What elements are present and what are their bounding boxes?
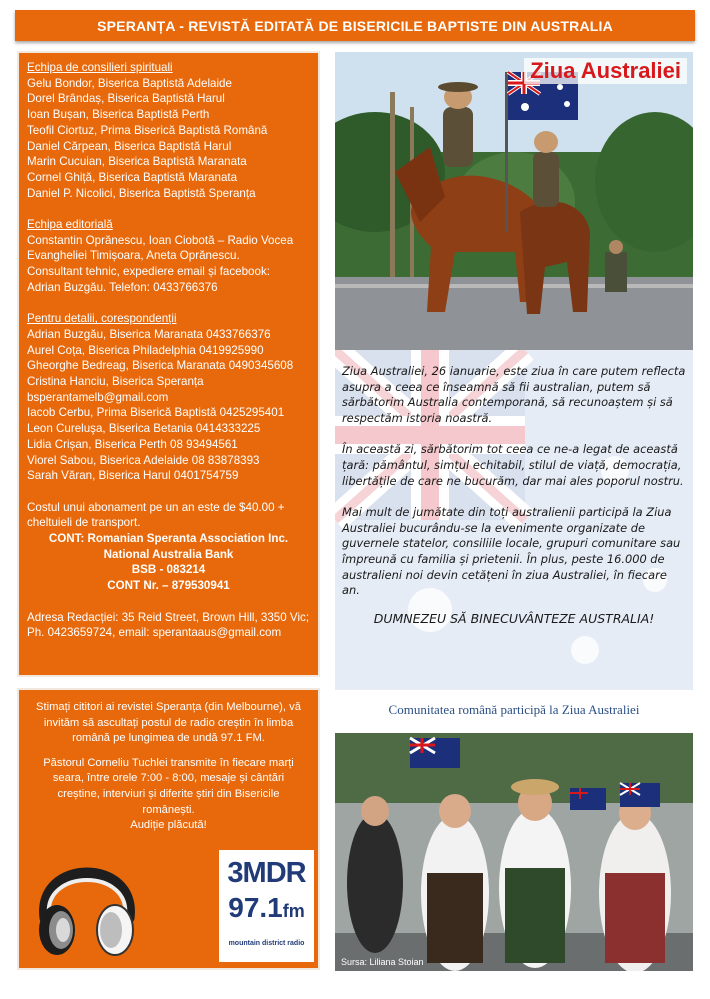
story-paragraph: Mai mult de jumătate din toți australienii participă la Ziua Australiei bucurându-se la evenimente organizate de guvernele statelor, consiliile locale, grupuri comunitare sau împreună cu familia și prietenii. În plus, peste 16.000 de australieni noi devin cetățeni în ziua Australiei, în fiecare an. xyxy=(342,505,681,598)
page-header xyxy=(15,10,695,41)
counselors-title: Echipa de consilieri spirituali xyxy=(27,61,173,74)
horse-riders-illustration xyxy=(335,52,693,350)
editorial-title: Echipa editorială xyxy=(27,218,113,232)
radio-logo-unit: fm xyxy=(282,901,305,921)
counselor-item: Gelu Bondor, Biserica Baptistă Adelaide xyxy=(27,76,232,90)
bank-line: National Australia Bank xyxy=(103,547,234,561)
bank-line: CONT: Romanian Speranta Association Inc. xyxy=(48,532,289,546)
address-line: Adresa Redacției: 35 Reid Street, Brown Hill, 3350 Vic; xyxy=(27,610,310,624)
contact-email[interactable]: bsperantamelb@gmail.com xyxy=(27,390,169,404)
headphones-icon xyxy=(27,828,147,963)
counselor-item: Cornel Ghiță, Biserica Baptistă Maranata xyxy=(27,170,238,184)
editorial-line: Evangheliei Timișoara, Aneta Oprănescu. xyxy=(27,249,240,263)
story-paragraph: Ziua Australiei, 26 ianuarie, este ziua în care putem reflecta asupra a ceea ce înseamnă să fii australian, putem să sărbătorim Australia contemporană, să recunoaștem și să respectăm istoria noastră. xyxy=(342,364,686,425)
contacts-section xyxy=(27,311,310,484)
bank-line: BSB - 083214 xyxy=(131,563,206,577)
counselor-item: Marin Cucuian, Biserica Baptistă Maranata xyxy=(27,155,247,169)
radio-invite-text: Stimați cititori ai revistei Speranța (din Melbourne), vă invităm să ascultați postul de radio creștin în limba română pe lungimea de undă 97.1 FM. xyxy=(36,701,301,745)
counselor-item: Teofil Ciortuz, Prima Biserică Baptistă Română xyxy=(27,123,268,137)
contact-line: Viorel Sabou, Biserica Adelaide 08 83878393 xyxy=(27,453,260,467)
contact-line: Lidia Crișan, Biserica Perth 08 93494561 xyxy=(27,437,238,451)
radio-schedule-text: Păstorul Corneliu Tuchlei transmite în fiecare marți seara, între orele 7:00 - 8:00, mesaje și cântări creștine, interviuri și diferite știri din Bisericile românești. xyxy=(43,756,294,816)
subscription-section xyxy=(27,500,310,594)
photo-credit: Sursa: Liliana Stoian xyxy=(341,957,424,967)
counselor-item: Daniel Cărpean, Biserica Baptistă Harul xyxy=(27,139,232,153)
radio-logo xyxy=(219,850,314,962)
contact-line: Gheorghe Bedreag, Biserica Maranata 0490345608 xyxy=(27,359,294,373)
contact-line: Sarah Văran, Biserica Harul 0401754759 xyxy=(27,469,239,483)
address-section xyxy=(27,610,310,641)
community-photo-caption: Comunitatea română participă la Ziua Australiei xyxy=(388,702,640,717)
counselor-item: Daniel P. Nicolici, Biserica Baptistă Speranța xyxy=(27,186,256,200)
page-title: SPERANȚA - REVISTĂ EDITATĂ DE BISERICILE BAPTISTE DIN AUSTRALIA xyxy=(97,17,613,34)
contacts-title: Pentru detalii, corespondenții xyxy=(27,312,177,326)
photo-title: Ziua Australiei xyxy=(524,58,687,84)
community-parade-photo xyxy=(335,733,693,971)
story-paragraph: În această zi, sărbătorim tot ceea ce ne-a legat de această țară: pământul, simțul echitabil, stilul de viață, democrația, libertățile de care ne bucurăm, dar mai ales poporul nostru. xyxy=(342,442,684,488)
radio-logo-subtitle: mountain district radio xyxy=(228,940,305,947)
contact-line: Iacob Cerbu, Prima Biserică Baptistă 0425295401 xyxy=(27,406,285,420)
editorial-section xyxy=(27,217,310,296)
counselors-section xyxy=(27,60,310,201)
address-line: Ph. 0423659724, email: sperantaaus@gmail.com xyxy=(27,626,282,640)
parade-illustration xyxy=(335,733,693,971)
subscription-text: Costul unui abonament pe un an este de $40.00 + xyxy=(27,500,285,514)
contact-line: Aurel Coța, Biserica Philadelphia 0419925990 xyxy=(27,343,264,357)
story-closing: DUMNEZEU SĂ BINECUVÂNTEZE AUSTRALIA! xyxy=(373,610,655,626)
radio-box xyxy=(17,688,320,970)
radio-logo-call: 3MDR xyxy=(227,857,306,889)
editorial-line: Adrian Buzgău. Telefon: 0433766376 xyxy=(27,280,218,294)
subscription-text: cheltuieli de transport. xyxy=(27,516,141,530)
story-panel xyxy=(335,350,693,690)
contact-line: Adrian Buzgău, Biserica Maranata 0433766376 xyxy=(27,327,271,341)
masthead-info-box xyxy=(17,51,320,677)
editorial-line: Constantin Oprănescu, Ioan Ciobotă – Radio Vocea xyxy=(27,233,294,247)
radio-logo-frequency: 97.1 xyxy=(228,892,283,923)
contact-line: Cristina Hanciu, Biserica Speranța xyxy=(27,375,204,389)
bank-line: CONT Nr. – 879530941 xyxy=(107,579,230,593)
story-text xyxy=(342,364,686,642)
counselor-item: Dorel Brândaș, Biserica Baptistă Harul xyxy=(27,92,225,106)
contact-line: Leon Cureluşa, Biserica Betania 0414333225 xyxy=(27,422,261,436)
counselor-item: Ioan Bușan, Biserica Baptistă Perth xyxy=(27,108,210,122)
editorial-line: Consultant tehnic, expediere email și facebook: xyxy=(27,265,270,279)
australia-day-horse-photo xyxy=(335,52,693,350)
radio-closing-text: Audiție plăcută! xyxy=(130,819,207,832)
